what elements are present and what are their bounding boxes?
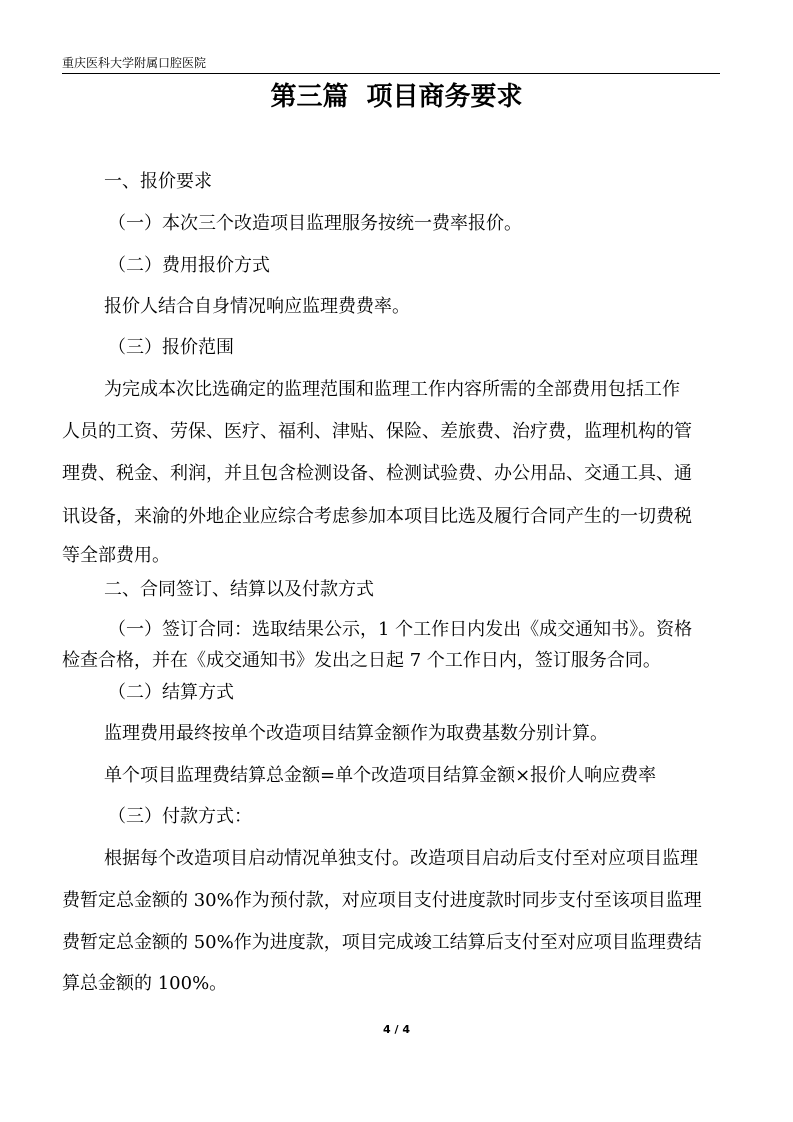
- paragraph-line: 报价人结合自身情况响应监理费费率。: [104, 296, 410, 317]
- formula-line: 单个项目监理费结算总金额=单个改造项目结算金额×报价人响应费率: [104, 765, 657, 786]
- paragraph-line: 费暂定总金额的 30%作为预付款，对应项目支付进度款时同步支付至该项目监理: [62, 890, 702, 911]
- paragraph-line: 监理费用最终按单个改造项目结算金额作为取费基数分别计算。: [104, 723, 608, 744]
- paragraph-line: 等全部费用。: [62, 545, 170, 566]
- subheading-payment-method: （三）付款方式：: [108, 806, 252, 827]
- paragraph-line: 算总金额的 100%。: [62, 973, 228, 994]
- paragraph-line: 费暂定总金额的 50%作为进度款，项目完成竣工结算后支付至对应项目监理费结: [62, 932, 702, 953]
- page-number: 4 / 4: [383, 1023, 410, 1036]
- paragraph-line: 人员的工资、劳保、医疗、福利、津贴、保险、差旅费、治疗费，监理机构的管: [62, 421, 692, 442]
- paragraph-line: 理费、税金、利润，并且包含检测设备、检测试验费、办公用品、交通工具、通: [62, 463, 692, 484]
- paragraph-line: 根据每个改造项目启动情况单独支付。改造项目启动后支付至对应项目监理: [104, 848, 698, 869]
- section-title: 第三篇 项目商务要求: [270, 82, 523, 112]
- heading-pricing-requirements: 一、报价要求: [104, 171, 212, 192]
- subheading-settlement-method: （二）结算方式: [108, 682, 234, 703]
- paragraph-line: 讯设备，来渝的外地企业应综合考虑参加本项目比选及履行合同产生的一切费税: [62, 506, 692, 527]
- subheading-fee-method: （二）费用报价方式: [108, 255, 270, 276]
- paragraph-line: 检查合格，并在《成交通知书》发出之日起 7 个工作日内，签订服务合同。: [62, 650, 661, 671]
- paragraph-line: （一）本次三个改造项目监理服务按统一费率报价。: [108, 213, 522, 234]
- header-divider: [62, 73, 720, 74]
- subheading-scope: （三）报价范围: [108, 337, 234, 358]
- page-header-org: 重庆医科大学附属口腔医院: [62, 56, 207, 70]
- paragraph-line: 为完成本次比选确定的监理范围和监理工作内容所需的全部费用包括工作: [104, 379, 680, 400]
- heading-contract-settlement: 二、合同签订、结算以及付款方式: [104, 579, 374, 600]
- paragraph-line: （一）签订合同：选取结果公示，1 个工作日内发出《成交通知书》。资格: [108, 619, 693, 640]
